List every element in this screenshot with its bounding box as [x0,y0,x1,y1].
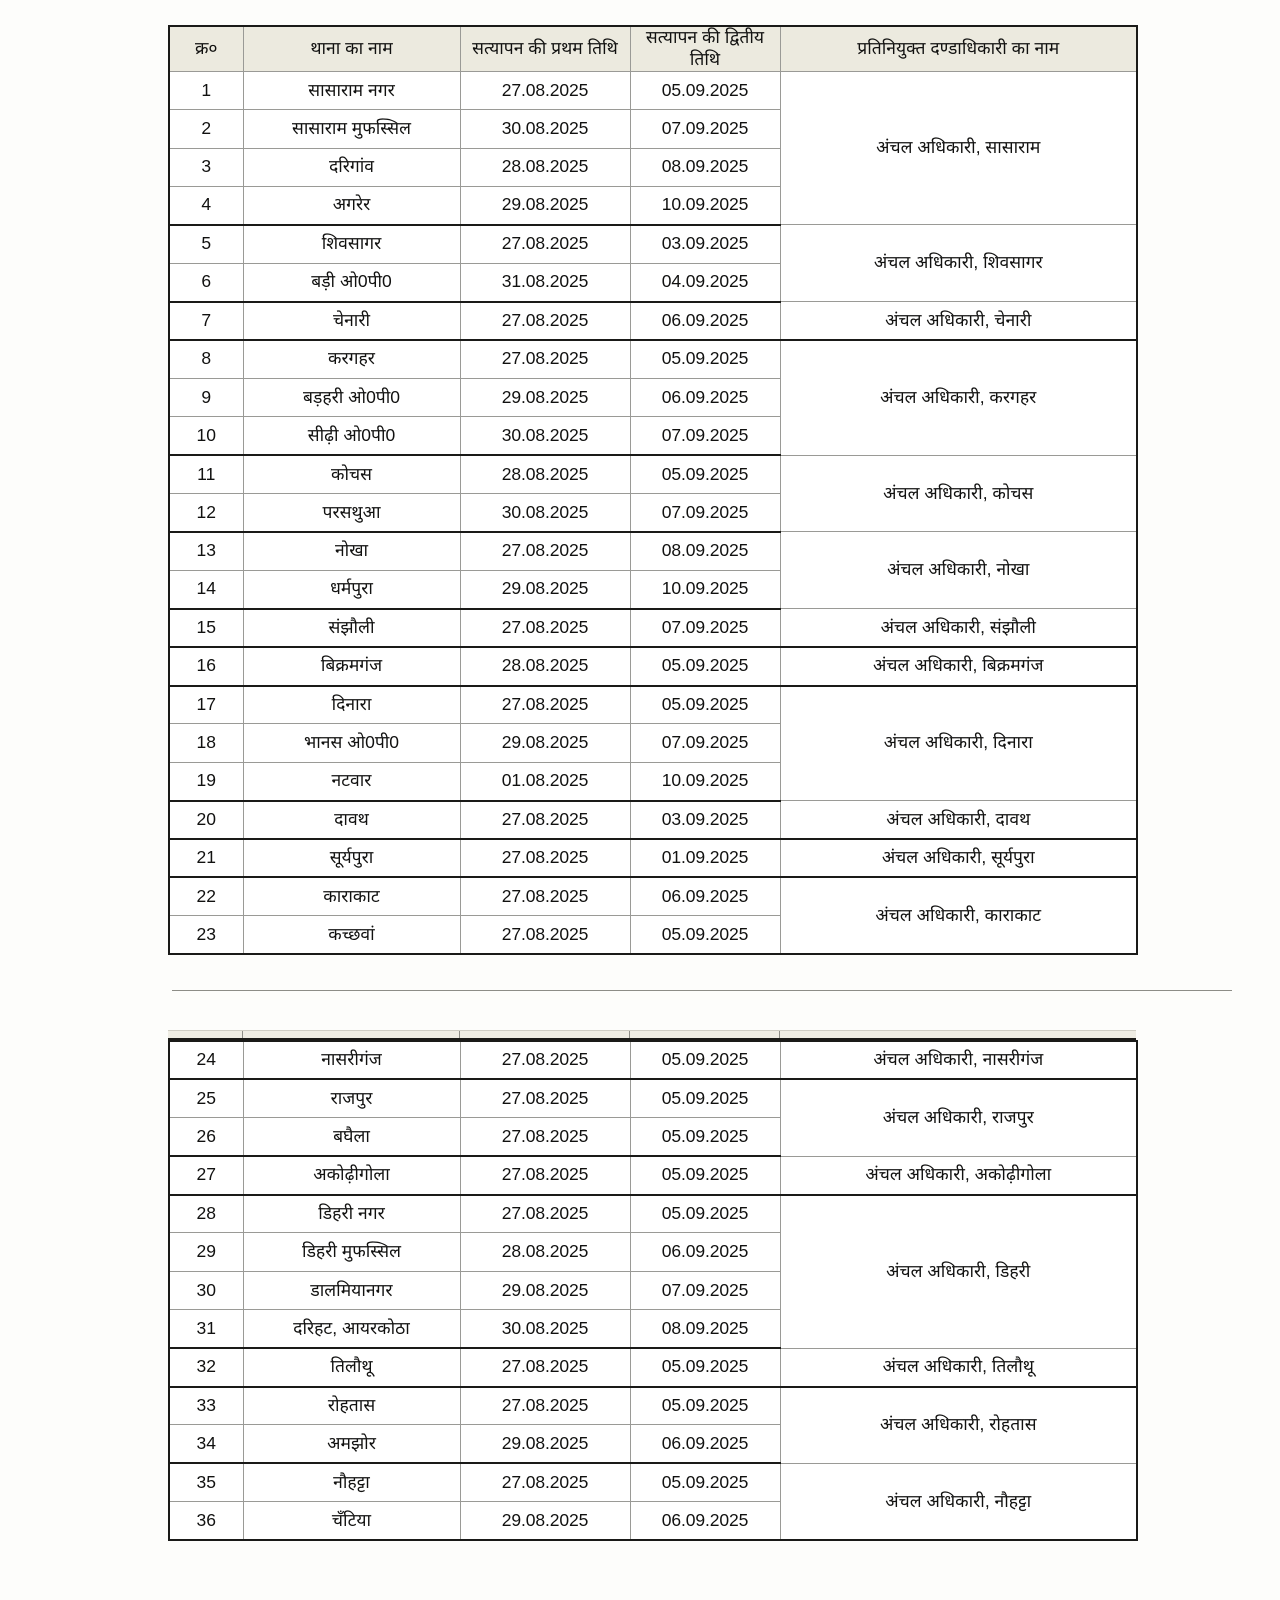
cell-station-name: दरिहट, आयरकोठा [243,1310,460,1348]
cell-first-date: 27.08.2025 [460,916,630,954]
cell-serial: 17 [169,686,243,724]
cell-serial: 15 [169,609,243,647]
cell-first-date: 27.08.2025 [460,877,630,915]
cell-first-date: 27.08.2025 [460,302,630,340]
cell-station-name: धर्मपुरा [243,570,460,608]
verification-schedule-table-part-1 [168,25,1136,955]
cell-second-date: 04.09.2025 [630,263,780,301]
cell-serial: 12 [169,494,243,532]
table-row [169,71,1137,109]
cell-first-date: 27.08.2025 [460,71,630,109]
cell-first-date: 27.08.2025 [460,1118,630,1156]
cell-officer-name: अंचल अधिकारी, शिवसागर [780,225,1137,302]
table-row [169,839,1137,877]
table-row [169,801,1137,839]
cell-second-date: 10.09.2025 [630,570,780,608]
table-body [169,1041,1137,1540]
cell-station-name: डिहरी नगर [243,1195,460,1233]
cell-officer-name: अंचल अधिकारी, डिहरी [780,1195,1137,1349]
cell-serial: 3 [169,148,243,186]
cell-officer-name: अंचल अधिकारी, नौहट्टा [780,1463,1137,1540]
cell-officer-name: अंचल अधिकारी, राजपुर [780,1079,1137,1156]
table-row [169,225,1137,263]
cell-first-date: 27.08.2025 [460,839,630,877]
repeated-header-sliver [168,1030,1136,1040]
cell-station-name: नटवार [243,762,460,800]
cell-station-name: करगहर [243,340,460,378]
cell-station-name: तिलौथू [243,1348,460,1386]
header-first-date: सत्यापन की प्रथम तिथि [460,26,630,71]
cell-second-date: 06.09.2025 [630,877,780,915]
cell-first-date: 29.08.2025 [460,724,630,762]
cell-station-name: सासाराम नगर [243,71,460,109]
cell-first-date: 27.08.2025 [460,609,630,647]
cell-station-name: कच्छवां [243,916,460,954]
cell-first-date: 28.08.2025 [460,1233,630,1271]
cell-second-date: 07.09.2025 [630,110,780,148]
cell-second-date: 07.09.2025 [630,1271,780,1309]
cell-station-name: नोखा [243,532,460,570]
cell-serial: 24 [169,1041,243,1079]
cell-first-date: 29.08.2025 [460,1425,630,1463]
cell-first-date: 28.08.2025 [460,148,630,186]
cell-station-name: रोहतास [243,1387,460,1425]
schedule-table-continued [168,1040,1138,1541]
cell-officer-name: अंचल अधिकारी, संझौली [780,609,1137,647]
cell-first-date: 29.08.2025 [460,1502,630,1540]
cell-station-name: नासरीगंज [243,1041,460,1079]
table-row [169,1079,1137,1117]
cell-serial: 2 [169,110,243,148]
table-header [169,26,1137,71]
cell-second-date: 05.09.2025 [630,1463,780,1501]
header-row [169,26,1137,71]
cell-station-name: भानस ओ0पी0 [243,724,460,762]
cell-first-date: 27.08.2025 [460,532,630,570]
cell-second-date: 05.09.2025 [630,1156,780,1194]
cell-station-name: काराकाट [243,877,460,915]
cell-second-date: 06.09.2025 [630,378,780,416]
cell-station-name: शिवसागर [243,225,460,263]
cell-officer-name: अंचल अधिकारी, काराकाट [780,877,1137,954]
cell-serial: 34 [169,1425,243,1463]
cell-serial: 32 [169,1348,243,1386]
cell-first-date: 27.08.2025 [460,1348,630,1386]
cell-station-name: बिक्रमगंज [243,647,460,685]
table-row [169,1387,1137,1425]
cell-serial: 7 [169,302,243,340]
cell-first-date: 29.08.2025 [460,1271,630,1309]
table-row [169,1463,1137,1501]
cell-first-date: 27.08.2025 [460,1463,630,1501]
table-row [169,1348,1137,1386]
cell-second-date: 05.09.2025 [630,1041,780,1079]
cell-second-date: 03.09.2025 [630,225,780,263]
cell-first-date: 27.08.2025 [460,225,630,263]
cell-first-date: 29.08.2025 [460,378,630,416]
cell-second-date: 07.09.2025 [630,494,780,532]
cell-serial: 9 [169,378,243,416]
cell-serial: 35 [169,1463,243,1501]
table-row [169,647,1137,685]
cell-station-name: चेनारी [243,302,460,340]
cell-serial: 10 [169,417,243,455]
cell-station-name: कोचस [243,455,460,493]
cell-first-date: 31.08.2025 [460,263,630,301]
cell-officer-name: अंचल अधिकारी, दिनारा [780,686,1137,801]
cell-second-date: 05.09.2025 [630,1387,780,1425]
schedule-table [168,25,1138,955]
cell-serial: 4 [169,186,243,224]
cell-station-name: परसथुआ [243,494,460,532]
cell-officer-name: अंचल अधिकारी, दावथ [780,801,1137,839]
cell-officer-name: अंचल अधिकारी, नोखा [780,532,1137,609]
table-body [169,71,1137,954]
cell-second-date: 06.09.2025 [630,1502,780,1540]
cell-second-date: 05.09.2025 [630,71,780,109]
cell-second-date: 05.09.2025 [630,1348,780,1386]
cell-station-name: सूर्यपुरा [243,839,460,877]
cell-first-date: 30.08.2025 [460,494,630,532]
table-row [169,686,1137,724]
cell-second-date: 05.09.2025 [630,1195,780,1233]
cell-second-date: 08.09.2025 [630,148,780,186]
cell-station-name: अकोढ़ीगोला [243,1156,460,1194]
cell-serial: 14 [169,570,243,608]
cell-first-date: 01.08.2025 [460,762,630,800]
cell-second-date: 10.09.2025 [630,186,780,224]
cell-serial: 6 [169,263,243,301]
cell-first-date: 27.08.2025 [460,801,630,839]
header-station-name: थाना का नाम [243,26,460,71]
cell-serial: 21 [169,839,243,877]
cell-first-date: 30.08.2025 [460,417,630,455]
cell-officer-name: अंचल अधिकारी, सूर्यपुरा [780,839,1137,877]
cell-officer-name: अंचल अधिकारी, कोचस [780,455,1137,532]
table-row [169,1156,1137,1194]
cell-first-date: 27.08.2025 [460,1156,630,1194]
cell-second-date: 06.09.2025 [630,1233,780,1271]
cell-second-date: 05.09.2025 [630,455,780,493]
cell-station-name: चँटिया [243,1502,460,1540]
header-officer-name: प्रतिनियुक्त दण्डाधिकारी का नाम [780,26,1137,71]
cell-first-date: 30.08.2025 [460,1310,630,1348]
cell-first-date: 27.08.2025 [460,1079,630,1117]
cell-first-date: 28.08.2025 [460,455,630,493]
cell-serial: 36 [169,1502,243,1540]
cell-first-date: 27.08.2025 [460,686,630,724]
cell-first-date: 27.08.2025 [460,1387,630,1425]
cell-serial: 20 [169,801,243,839]
table-row [169,1041,1137,1079]
cell-serial: 19 [169,762,243,800]
cell-first-date: 29.08.2025 [460,186,630,224]
cell-officer-name: अंचल अधिकारी, नासरीगंज [780,1041,1137,1079]
cell-first-date: 29.08.2025 [460,570,630,608]
cell-second-date: 05.09.2025 [630,1079,780,1117]
cell-second-date: 05.09.2025 [630,1118,780,1156]
cell-first-date: 30.08.2025 [460,110,630,148]
cell-second-date: 07.09.2025 [630,417,780,455]
cell-serial: 25 [169,1079,243,1117]
cell-serial: 26 [169,1118,243,1156]
cell-second-date: 08.09.2025 [630,532,780,570]
cell-first-date: 27.08.2025 [460,1195,630,1233]
cell-second-date: 10.09.2025 [630,762,780,800]
cell-serial: 30 [169,1271,243,1309]
cell-station-name: संझौली [243,609,460,647]
table-row [169,302,1137,340]
cell-serial: 31 [169,1310,243,1348]
cell-station-name: डिहरी मुफस्सिल [243,1233,460,1271]
cell-second-date: 08.09.2025 [630,1310,780,1348]
cell-second-date: 05.09.2025 [630,916,780,954]
cell-station-name: नौहट्टा [243,1463,460,1501]
cell-serial: 5 [169,225,243,263]
cell-station-name: अगरेर [243,186,460,224]
table-row [169,532,1137,570]
header-serial: क्र० [169,26,243,71]
cell-officer-name: अंचल अधिकारी, अकोढ़ीगोला [780,1156,1137,1194]
cell-officer-name: अंचल अधिकारी, बिक्रमगंज [780,647,1137,685]
cell-officer-name: अंचल अधिकारी, रोहतास [780,1387,1137,1464]
cell-first-date: 27.08.2025 [460,1041,630,1079]
cell-second-date: 05.09.2025 [630,686,780,724]
cell-station-name: बड़हरी ओ0पी0 [243,378,460,416]
cell-station-name: डालमियानगर [243,1271,460,1309]
cell-serial: 8 [169,340,243,378]
cell-station-name: राजपुर [243,1079,460,1117]
cell-serial: 18 [169,724,243,762]
cell-second-date: 06.09.2025 [630,1425,780,1463]
cell-serial: 1 [169,71,243,109]
cell-officer-name: अंचल अधिकारी, चेनारी [780,302,1137,340]
table-row [169,340,1137,378]
table-row [169,455,1137,493]
cell-station-name: सासाराम मुफस्सिल [243,110,460,148]
table-row [169,609,1137,647]
cell-second-date: 05.09.2025 [630,340,780,378]
table-row [169,1195,1137,1233]
cell-station-name: बघैला [243,1118,460,1156]
cell-serial: 33 [169,1387,243,1425]
cell-serial: 13 [169,532,243,570]
cell-serial: 16 [169,647,243,685]
cell-first-date: 27.08.2025 [460,340,630,378]
cell-serial: 23 [169,916,243,954]
page-break-rule [172,990,1232,991]
cell-station-name: अमझोर [243,1425,460,1463]
cell-station-name: बड़ी ओ0पी0 [243,263,460,301]
verification-schedule-table-part-2 [168,1040,1136,1541]
cell-second-date: 03.09.2025 [630,801,780,839]
cell-officer-name: अंचल अधिकारी, करगहर [780,340,1137,455]
cell-second-date: 05.09.2025 [630,647,780,685]
cell-station-name: दावथ [243,801,460,839]
cell-station-name: दरिगांव [243,148,460,186]
cell-first-date: 28.08.2025 [460,647,630,685]
cell-station-name: दिनारा [243,686,460,724]
table-row [169,877,1137,915]
cell-second-date: 07.09.2025 [630,724,780,762]
cell-serial: 29 [169,1233,243,1271]
cell-serial: 22 [169,877,243,915]
cell-second-date: 01.09.2025 [630,839,780,877]
cell-second-date: 07.09.2025 [630,609,780,647]
header-second-date: सत्यापन की द्वितीय तिथि [630,26,780,71]
cell-second-date: 06.09.2025 [630,302,780,340]
cell-officer-name: अंचल अधिकारी, तिलौथू [780,1348,1137,1386]
cell-station-name: सीढ़ी ओ0पी0 [243,417,460,455]
cell-serial: 11 [169,455,243,493]
cell-serial: 27 [169,1156,243,1194]
cell-serial: 28 [169,1195,243,1233]
cell-officer-name: अंचल अधिकारी, सासाराम [780,71,1137,225]
